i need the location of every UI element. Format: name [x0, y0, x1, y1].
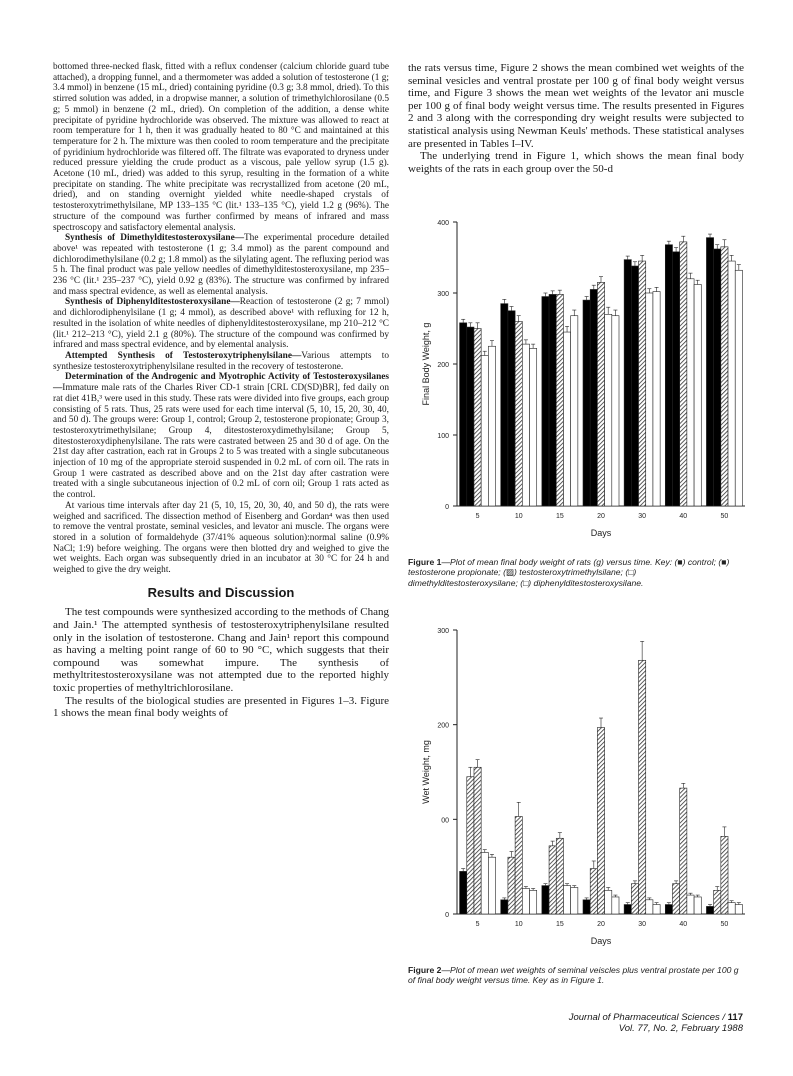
bar — [563, 332, 570, 506]
subheading: Synthesis of Dimethylditestosteroxysilane— — [65, 233, 244, 244]
page-number: 117 — [727, 1012, 743, 1023]
bar — [714, 890, 721, 914]
y-tick-label: 100 — [437, 433, 449, 440]
y-tick-label: 300 — [437, 628, 449, 635]
paragraph: the rats versus time, Figure 2 shows the mean combined wet weights of the seminal vesicles and ventral prostate per 100 g of final body weight versus time, and Figure 3 shows the mean wet weights of the levator ani muscle per 100 g of final body weight versus time. The results presented in Figures 2 and 3 along with the corresponding dry weight results were subjected to statistical analysis using Newman Keuls' methods. These statistical analyses are presented in Tables I–IV. — [408, 62, 744, 150]
y-axis-label: Final Body Weight, g — [421, 322, 431, 406]
bar — [467, 777, 474, 914]
volume-line: Vol. 77, No. 2, February 1988 — [618, 1023, 743, 1034]
bar — [597, 728, 604, 914]
bar — [694, 284, 701, 506]
figure-2 — [405, 618, 750, 963]
bar — [590, 869, 597, 914]
y-tick-label: 300 — [437, 291, 449, 298]
x-tick-label: 20 — [597, 513, 605, 520]
bar — [590, 289, 597, 506]
bar — [680, 788, 687, 914]
paragraph: bottomed three-necked flask, fitted with a reflux condenser (calcium chloride guard tube attached), a dropping funnel, and a thermometer was added a solution of testosterone (1 g; 3.4 mmol) in benzene (15 mL, dried) containing pyridine (0.3 g; 3.8 mmol, dried). To this stirred solution was added, in a dropwise manner, a solution of trimethylchlorosilane (0.5 g; 5 mmol) in benzene (2 mL, dried). On completion of the addition, a dense white precipitate of pyridine hydrochloride was observed. The mixture was allowed to react at room temperature for 1 h, then it was gradually heated to 80 °C and maintained at this temperature for 2 h. The mixture was then cooled to room temperature and the precipitate of pyridinium hydrochloride was filtered off. The filtrate was evaporated to dryness under reduced pressure yielding the crude product as a viscous, pale yellow syrup (1.5 g). Acetone (10 mL, dried) was added to this syrup, resulting in the formation of a white precipitate on standing. The white precipitate was recrystallized from acetone (20 mL, dried), and on standing overnight yielded white needle-shaped crystals of testosteroxytrimethylsilane, MP 133–135 °C (lit.¹ 133–135 °C), yield 1.2 g (96%). The structure of the compound was further confirmed by means of infrared and mass spectroscopy and satisfactory elemental analysis. — [53, 62, 389, 233]
bar — [488, 857, 495, 914]
y-tick-label: 00 — [441, 817, 449, 825]
y-tick-label: 200 — [437, 362, 449, 369]
bar — [488, 346, 495, 506]
section-title: Results and Discussion — [147, 584, 295, 600]
bar — [481, 355, 488, 506]
bar — [605, 314, 612, 506]
bar — [583, 900, 590, 914]
bar — [612, 316, 619, 506]
x-tick-label: 50 — [720, 921, 729, 928]
bar — [631, 266, 638, 506]
journal-line: Journal of Pharmaceutical Sciences / 117 — [568, 1012, 743, 1023]
bar — [549, 294, 556, 506]
bar — [721, 247, 728, 506]
bar — [508, 311, 515, 506]
bar — [653, 905, 660, 914]
figure-2-chart — [405, 618, 750, 963]
figure-label: Figure 1 — [408, 557, 442, 567]
figure-1 — [405, 210, 750, 555]
bar — [571, 316, 578, 506]
bar — [639, 261, 646, 506]
x-tick-label: 40 — [679, 513, 688, 520]
bar — [460, 323, 467, 506]
x-tick-label: 5 — [475, 921, 480, 928]
bar — [694, 897, 701, 914]
paragraph: Attempted Synthesis of Testosteroxytriphenylsilane—Various attempts to synthesize testosteroxytriphenylsilane resulted in the recovery of testosterone. — [53, 350, 389, 372]
bar — [646, 293, 653, 506]
bar — [605, 890, 612, 914]
bar — [522, 888, 529, 914]
bar — [706, 906, 713, 914]
bar — [672, 252, 679, 506]
x-tick-label: 10 — [514, 921, 523, 928]
bar — [631, 884, 638, 914]
right-column — [408, 62, 744, 175]
left-column — [53, 62, 389, 720]
bar — [624, 260, 631, 506]
y-tick-label: 200 — [437, 722, 449, 730]
y-tick-label: 0 — [445, 504, 449, 511]
bar — [542, 886, 549, 914]
x-tick-label: 40 — [679, 921, 688, 928]
subheading: Determination of the Androgenic and Myotrophic Activity of Testosteroxysilanes— — [53, 372, 389, 394]
figure-label: Figure 2 — [408, 965, 442, 975]
subheading: Synthesis of Diphenylditestosteroxysilane— — [65, 297, 240, 308]
x-tick-label: 30 — [638, 921, 647, 928]
bar — [624, 905, 631, 914]
bar — [612, 897, 619, 914]
y-tick-label: 400 — [437, 220, 449, 227]
y-axis-label: Wet Weight, mg — [421, 740, 431, 804]
bar — [672, 884, 679, 914]
subheading: Attempted Synthesis of Testosteroxytriphenylsilane— — [65, 350, 302, 361]
bar — [639, 660, 646, 914]
bar — [728, 903, 735, 914]
bar — [474, 767, 481, 914]
bar — [522, 344, 529, 506]
bar — [706, 238, 713, 506]
bar — [653, 292, 660, 506]
bar — [665, 905, 672, 914]
paragraph: The results of the biological studies are presented in Figures 1–3. Figure 1 shows the mean final body weights of — [53, 694, 389, 720]
bar — [721, 836, 728, 914]
bar — [735, 905, 742, 914]
paragraph: At various time intervals after day 21 (5, 10, 15, 20, 30, 40, and 50 d), the rats were weighed and sacrificed. The dissection method of Eisenberg and Gordan⁴ was then used to remove the ventral prostate, seminal vesicles, and levator ani muscle. The organs were stored in a solution of formaldehyde (37/41% aqueous solution):normal saline (0.9% NaCl; 1:9) before weighing. The organs were then blotted dry and weighed to give the wet weights. Each organ was subsequently dried in an incubator at 30 °C for 24 h and weighed to give the dry weight. — [53, 500, 389, 576]
bar — [530, 348, 537, 506]
x-tick-label: 10 — [514, 513, 523, 520]
paragraph: Synthesis of Dimethylditestosteroxysilane—The experimental procedure detailed above¹ was repeated with testosterone (1 g; 3.4 mmol) as the parent compound and dichlorodimethylsilane (0.2 g; 1.8 mmol) as the silylating agent. The refluxing period was 5 h. The final product was pale yellow needles of dimethylditestosteroxysilane, mp 235–236 °C (lit.¹ 235–237 °C), yield 0.92 g (83%). The structure was confirmed by infrared and mass spectral evidence, as well as elemental analysis. — [53, 233, 389, 297]
bar — [481, 852, 488, 914]
bar — [665, 245, 672, 506]
x-tick-label: 50 — [720, 513, 729, 520]
bar — [508, 857, 515, 914]
paragraph: The test compounds were synthesized according to the methods of Chang and Jain.¹ The attempted synthesis of testosteroxytriphenylsilane resulted only in the isolation of testosterone. Chang and Jain¹ report this compound as having a melting point range of 60 to 90 °C, which suggests that their compound was somewhat impure. The synthesis of methyltritestosteroxysilane was not attempted due to the reported highly toxic properties of methyltrichlorosilane. — [53, 606, 389, 695]
bar — [460, 871, 467, 914]
x-axis-label: Days — [590, 528, 612, 538]
bar — [556, 294, 563, 506]
bar — [530, 890, 537, 914]
bar — [515, 321, 522, 506]
bar — [597, 282, 604, 506]
bar — [549, 846, 556, 914]
bar — [583, 300, 590, 506]
x-tick-label: 15 — [555, 921, 564, 928]
x-axis-label: Days — [590, 936, 612, 946]
bar — [563, 886, 570, 914]
bar — [687, 895, 694, 914]
bar — [680, 242, 687, 506]
paragraph: Synthesis of Diphenylditestosteroxysilane—Reaction of testosterone (2 g; 7 mmol) and dichlorodiphenylsilane (1 g; 4 mmol), as described above¹ with refluxing for 12 h, resulted in the isolation of white needles of diphenylditestosteroxysilane, mp 210–212 °C (lit.¹ 212–213 °C), yield 2.1 g (80%). The structure of the compound was confirmed by infrared and mass spectral evidence, and by elemental analysis. — [53, 297, 389, 351]
figure-2-caption: Figure 2—Plot of mean wet weights of seminal veiscles plus ventral prostate per 100 g of final body weight versus time. Key as in Figure 1. — [408, 965, 739, 986]
figure-1-caption: Figure 1—Plot of mean final body weight of rats (g) versus time. Key: (■) control; (■) testosterone propionate; (▨) testosteroxytrimethylsilane; (□) dimethylditestosteroxysilane; (□) diphenylditestosteroxysilane. — [408, 557, 730, 588]
y-tick-label: 0 — [445, 912, 449, 919]
bar — [501, 900, 508, 914]
bar — [714, 249, 721, 506]
bar — [542, 297, 549, 506]
page-footer — [569, 1012, 743, 1034]
bar — [474, 329, 481, 507]
bar — [728, 261, 735, 506]
bar — [467, 327, 474, 506]
x-tick-label: 15 — [555, 513, 564, 520]
bar — [515, 816, 522, 914]
figure-1-chart — [405, 210, 750, 555]
bar — [571, 887, 578, 914]
x-tick-label: 20 — [597, 921, 605, 928]
bar — [735, 270, 742, 506]
x-tick-label: 5 — [475, 513, 480, 520]
bar — [501, 304, 508, 506]
paragraph: Determination of the Androgenic and Myotrophic Activity of Testosteroxysilanes—Immature male rats of the Charles River CD-1 strain [CRL CD(SD)BR], fed daily on rat diet 41B,³ were used in this study. These rats were divided into five groups, each group consisting of 5 rats. Thus, 25 rats were used for each time interval (5, 10, 15, 20, 30, 40, and 50 d). The groups were: Group 1, control; Group 2, testosterone propionate; Group 3, testosteroxytrimethylsilane; Group 4, ditestosteroxydimethylsilane; Group 5, ditestosteroxydiphenylsilane. The rats were castrated between 25 and 30 d of age. On the 21st day after castration, each rat in Groups 2 to 5 was treated with a single subcutaneous injection of 10 mg of the appropriate steroid suspended in 0.2 mL of corn oil. The rats in Group 1 were castrated as described above and on the 21st day after castration were treated with a single subcutaneous injection of 0.2 mL of corn oil; Group 1 rats acted as the control. — [53, 372, 389, 501]
bar — [687, 279, 694, 506]
bar — [646, 900, 653, 914]
x-tick-label: 30 — [638, 513, 647, 520]
paragraph: The underlying trend in Figure 1, which shows the mean final body weights of the rats in each group over the 50-d — [408, 150, 744, 175]
bar — [556, 838, 563, 914]
